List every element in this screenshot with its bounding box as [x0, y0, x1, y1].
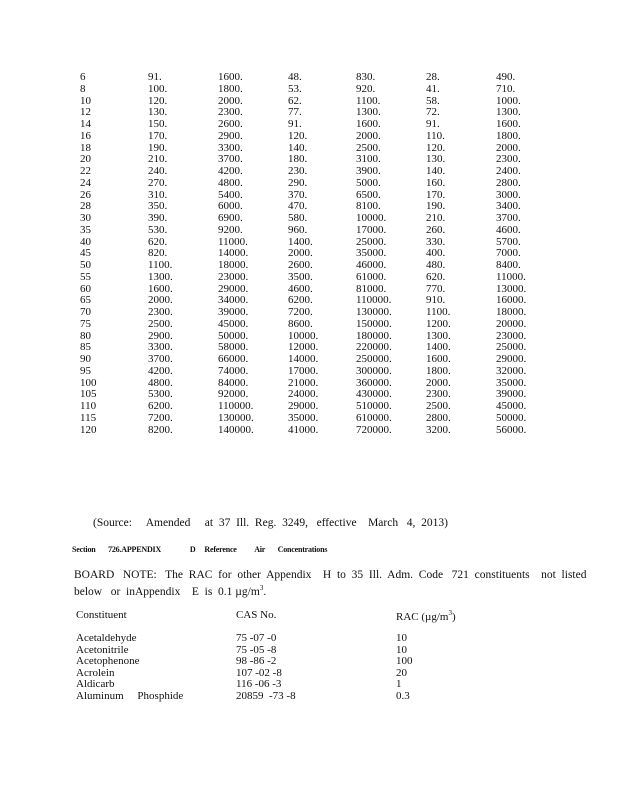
table-cell: 65	[80, 294, 91, 307]
table-cell: 620.	[148, 235, 168, 248]
table-cell: 14	[80, 118, 91, 130]
constituent-name: Aluminum Phosphide	[76, 689, 184, 702]
rac-value: 10	[396, 643, 407, 656]
table-cell: 14000.	[218, 247, 249, 260]
table-cell: 430000.	[356, 388, 392, 401]
table-cell: 140.	[426, 165, 446, 177]
table-cell: 2600.	[288, 259, 313, 271]
table-cell: 1600.	[356, 118, 381, 130]
table-cell: 170.	[426, 188, 446, 201]
table-cell: 7200.	[288, 306, 313, 318]
table-cell: 960.	[288, 223, 308, 236]
table-cell: 84000.	[218, 376, 249, 389]
table-cell: 1800.	[496, 129, 521, 142]
table-cell: 140.	[288, 141, 308, 154]
table-row	[0, 96, 618, 108]
table-cell: 55	[80, 270, 91, 283]
table-cell: 45000.	[496, 400, 527, 412]
table-cell: 7200.	[148, 411, 173, 424]
table-cell: 2900.	[218, 129, 243, 142]
table-cell: 610000.	[356, 411, 392, 424]
table-cell: 8200.	[148, 423, 173, 436]
table-cell: 90	[80, 353, 91, 365]
table-cell: 710.	[496, 82, 516, 95]
table-row	[0, 272, 618, 284]
table-cell: 130.	[426, 153, 446, 166]
table-cell: 6	[80, 71, 86, 83]
table-cell: 22	[80, 165, 91, 177]
table-cell: 330.	[426, 235, 446, 248]
table-cell: 3000.	[496, 188, 521, 201]
table-cell: 18000.	[496, 306, 527, 318]
table-cell: 21000.	[288, 376, 319, 389]
table-cell: 50	[80, 259, 91, 271]
table-cell: 110000.	[218, 400, 254, 412]
table-cell: 4600.	[496, 223, 521, 236]
table-row	[0, 260, 618, 272]
table-cell: 510000.	[356, 400, 392, 412]
table-cell: 50000.	[496, 411, 527, 424]
table-cell: 20	[80, 153, 91, 166]
table-cell: 120.	[288, 129, 308, 142]
table-row	[0, 154, 618, 166]
table-cell: 23000.	[496, 329, 527, 342]
table-cell: 53.	[288, 82, 302, 95]
table-cell: 17000.	[356, 223, 387, 236]
table-cell: 490.	[496, 71, 516, 83]
table-cell: 180.	[288, 153, 308, 166]
table-cell: 20000.	[496, 317, 527, 330]
table-cell: 620.	[426, 270, 446, 283]
section-heading: Section 726.APPENDIX D Reference Air Concentrations	[72, 545, 328, 554]
table-cell: 830.	[356, 71, 376, 83]
table-cell: 28.	[426, 71, 440, 83]
table-cell: 1100.	[356, 94, 381, 107]
table-cell: 770.	[426, 282, 446, 295]
table-cell: 2800.	[496, 176, 521, 189]
rac-value: 100	[396, 655, 413, 668]
table-row	[0, 131, 618, 143]
table-cell: 120.	[148, 94, 168, 107]
table-cell: 4800.	[218, 176, 243, 189]
table-row	[0, 401, 618, 413]
table-cell: 120.	[426, 141, 446, 154]
table-cell: 11000.	[496, 270, 526, 283]
table-cell: 3700.	[148, 353, 173, 365]
table-cell: 170.	[148, 129, 168, 142]
table-cell: 95	[80, 364, 91, 377]
table-cell: 1400.	[288, 235, 313, 248]
table-cell: 2600.	[218, 118, 243, 130]
table-cell: 18000.	[218, 259, 249, 271]
table-cell: 105	[80, 388, 97, 401]
table-cell: 72.	[426, 106, 440, 119]
table-cell: 29000.	[218, 282, 249, 295]
table-cell: 1600.	[218, 71, 243, 83]
table-cell: 39000.	[218, 306, 249, 318]
table-cell: 2000.	[288, 247, 313, 260]
table-cell: 720000.	[356, 423, 392, 436]
table-cell: 35	[80, 223, 91, 236]
constituent-name: Acetonitrile	[76, 643, 129, 656]
table-cell: 210.	[426, 212, 446, 224]
table-cell: 6200.	[288, 294, 313, 307]
table-cell: 470.	[288, 200, 308, 213]
table-cell: 25000.	[496, 341, 527, 354]
constituent-name: Aldicarb	[76, 678, 115, 691]
table-cell: 77.	[288, 106, 302, 119]
table-cell: 14000.	[288, 353, 319, 365]
table-cell: 6900.	[218, 212, 243, 224]
table-cell: 3200.	[426, 423, 451, 436]
constituent-row	[0, 691, 618, 703]
table-cell: 3300.	[218, 141, 243, 154]
table-cell: 2400.	[496, 165, 521, 177]
table-cell: 4200.	[218, 165, 243, 177]
table-row	[0, 319, 618, 331]
table-cell: 820.	[148, 247, 168, 260]
table-row	[0, 213, 618, 225]
rac-value: 1	[396, 678, 402, 691]
table-cell: 8	[80, 82, 86, 95]
table-cell: 29000.	[496, 353, 527, 365]
table-cell: 530.	[148, 223, 168, 236]
table-cell: 45	[80, 247, 91, 260]
table-cell: 74000.	[218, 364, 249, 377]
header-cas-no: CAS No.	[236, 609, 277, 621]
table-row	[0, 366, 618, 378]
table-row	[0, 201, 618, 213]
table-cell: 2300.	[426, 388, 451, 401]
table-cell: 2000.	[218, 94, 243, 107]
table-cell: 50000.	[218, 329, 249, 342]
table-cell: 1300.	[496, 106, 521, 119]
table-cell: 100.	[148, 82, 168, 95]
rac-value: 10	[396, 632, 407, 644]
table-cell: 1600.	[148, 282, 173, 295]
table-cell: 70	[80, 306, 91, 318]
table-cell: 130.	[148, 106, 168, 119]
table-cell: 115	[80, 411, 97, 424]
table-cell: 3700.	[496, 212, 521, 224]
table-cell: 13000.	[496, 282, 527, 295]
table-cell: 46000.	[356, 259, 387, 271]
table-cell: 400.	[426, 247, 446, 260]
table-cell: 8100.	[356, 200, 381, 213]
table-cell: 91.	[148, 71, 162, 83]
table-cell: 61000.	[356, 270, 387, 283]
table-cell: 9200.	[218, 223, 243, 236]
table-cell: 58000.	[218, 341, 249, 354]
table-cell: 3500.	[288, 270, 313, 283]
cas-number: 98 -86 -2	[236, 655, 277, 668]
table-cell: 12	[80, 106, 91, 119]
table-row	[0, 178, 618, 190]
table-row	[0, 425, 618, 437]
constituents-table	[0, 633, 618, 703]
table-cell: 40	[80, 235, 91, 248]
table-cell: 34000.	[218, 294, 249, 307]
source-note: (Source: Amended at 37 Ill. Reg. 3249, effective March 4, 2013)	[93, 517, 448, 529]
table-cell: 4600.	[288, 282, 313, 295]
table-cell: 10	[80, 94, 91, 107]
table-cell: 91.	[426, 118, 440, 130]
table-cell: 100	[80, 376, 97, 389]
table-cell: 150000.	[356, 317, 392, 330]
table-row	[0, 107, 618, 119]
constituent-name: Acetaldehyde	[76, 632, 137, 644]
table-cell: 580.	[288, 212, 308, 224]
table-cell: 5000.	[356, 176, 381, 189]
table-cell: 290.	[288, 176, 308, 189]
table-row	[0, 72, 618, 84]
table-cell: 35000.	[356, 247, 387, 260]
table-cell: 150.	[148, 118, 168, 130]
table-cell: 130000.	[356, 306, 392, 318]
table-cell: 6000.	[218, 200, 243, 213]
table-cell: 17000.	[288, 364, 319, 377]
table-cell: 2000.	[496, 141, 521, 154]
header-rac: RAC $(\mu g/m^3)$	[396, 609, 456, 623]
table-cell: 66000.	[218, 353, 249, 365]
table-row	[0, 143, 618, 155]
table-cell: 160.	[426, 176, 446, 189]
table-cell: 41000.	[288, 423, 319, 436]
table-cell: 91.	[288, 118, 302, 130]
table-cell: 300000.	[356, 364, 392, 377]
table-cell: 81000.	[356, 282, 387, 295]
table-cell: 390.	[148, 212, 168, 224]
table-cell: 2000.	[356, 129, 381, 142]
table-cell: 2000.	[148, 294, 173, 307]
table-cell: 26	[80, 188, 91, 201]
header-constituent: Constituent	[76, 609, 127, 621]
table-cell: 58.	[426, 94, 440, 107]
table-cell: 23000.	[218, 270, 249, 283]
table-cell: 10000.	[356, 212, 387, 224]
rac-value: 0.3	[396, 689, 410, 702]
table-cell: 4200.	[148, 364, 173, 377]
cas-number: 107 -02 -8	[236, 666, 282, 679]
table-row	[0, 84, 618, 96]
table-cell: 92000.	[218, 388, 249, 401]
table-cell: 1300.	[148, 270, 173, 283]
table-cell: 180000.	[356, 329, 392, 342]
table-cell: 3900.	[356, 165, 381, 177]
table-cell: 2500.	[356, 141, 381, 154]
table-cell: 370.	[288, 188, 308, 201]
table-cell: 35000.	[288, 411, 319, 424]
table-cell: 6200.	[148, 400, 173, 412]
table-cell: 270.	[148, 176, 168, 189]
table-cell: 8600.	[288, 317, 313, 330]
table-cell: 240.	[148, 165, 168, 177]
table-cell: 11000.	[218, 235, 248, 248]
table-cell: 24000.	[288, 388, 319, 401]
table-row	[0, 166, 618, 178]
constituent-name: Acrolein	[76, 666, 115, 679]
table-cell: 920.	[356, 82, 376, 95]
table-cell: 110.	[426, 129, 445, 142]
table-cell: 480.	[426, 259, 446, 271]
table-cell: 60	[80, 282, 91, 295]
table-cell: 1400.	[426, 341, 451, 354]
table-cell: 10000.	[288, 329, 319, 342]
table-cell: 80	[80, 329, 91, 342]
table-cell: 3400.	[496, 200, 521, 213]
table-cell: 29000.	[288, 400, 319, 412]
table-cell: 2300.	[496, 153, 521, 166]
table-cell: 1600.	[426, 353, 451, 365]
table-cell: 18	[80, 141, 91, 154]
table-cell: 210.	[148, 153, 168, 166]
table-cell: 2000.	[426, 376, 451, 389]
table-cell: 190.	[148, 141, 168, 154]
table-cell: 28	[80, 200, 91, 213]
table-cell: 910.	[426, 294, 446, 307]
table-cell: 130000.	[218, 411, 254, 424]
cas-number: 20859 -73 -8	[236, 689, 296, 702]
table-cell: 120	[80, 423, 97, 436]
table-cell: 4800.	[148, 376, 173, 389]
table-row	[0, 413, 618, 425]
table-row	[0, 190, 618, 202]
concentration-table	[0, 72, 618, 436]
table-cell: 7000.	[496, 247, 521, 260]
table-cell: 1000.	[496, 94, 521, 107]
constituent-row	[0, 633, 618, 645]
table-cell: 5300.	[148, 388, 173, 401]
board-note-line-1: BOARD NOTE: The RAC for other Appendix H to 35 Ill. Adm. Code 721 constituents not listed	[74, 569, 587, 581]
board-note-line-2: below or inAppendix E is 0.1 $\mu g/m^3$.	[74, 584, 267, 598]
table-cell: 32000.	[496, 364, 527, 377]
table-cell: 1100.	[426, 306, 451, 318]
constituent-name: Acetophenone	[76, 655, 140, 668]
table-cell: 260.	[426, 223, 446, 236]
table-cell: 190.	[426, 200, 446, 213]
table-cell: 16	[80, 129, 91, 142]
table-cell: 2500.	[148, 317, 173, 330]
table-cell: 220000.	[356, 341, 392, 354]
table-cell: 2800.	[426, 411, 451, 424]
table-cell: 56000.	[496, 423, 527, 436]
table-cell: 110	[80, 400, 97, 412]
table-row	[0, 225, 618, 237]
table-cell: 6500.	[356, 188, 381, 201]
table-cell: 39000.	[496, 388, 527, 401]
table-cell: 1200.	[426, 317, 451, 330]
table-cell: 35000.	[496, 376, 527, 389]
table-cell: 1300.	[356, 106, 381, 119]
table-cell: 30	[80, 212, 91, 224]
rac-value: 20	[396, 666, 407, 679]
table-cell: 45000.	[218, 317, 249, 330]
cas-number: 116 -06 -3	[236, 678, 282, 691]
table-cell: 230.	[288, 165, 308, 177]
table-cell: 2300.	[218, 106, 243, 119]
table-cell: 3300.	[148, 341, 173, 354]
table-cell: 2500.	[426, 400, 451, 412]
table-cell: 12000.	[288, 341, 319, 354]
table-cell: 62.	[288, 94, 302, 107]
table-cell: 2300.	[148, 306, 173, 318]
table-cell: 5400.	[218, 188, 243, 201]
table-row	[0, 307, 618, 319]
cas-number: 75 -05 -8	[236, 643, 277, 656]
table-cell: 1100.	[148, 259, 173, 271]
table-cell: 3700.	[218, 153, 243, 166]
table-cell: 1600.	[496, 118, 521, 130]
table-cell: 85	[80, 341, 91, 354]
table-cell: 8400.	[496, 259, 521, 271]
table-cell: 16000.	[496, 294, 527, 307]
cas-number: 75 -07 -0	[236, 632, 277, 644]
table-cell: 75	[80, 317, 91, 330]
table-cell: 360000.	[356, 376, 392, 389]
table-cell: 41.	[426, 82, 440, 95]
table-cell: 1800.	[218, 82, 243, 95]
table-cell: 350.	[148, 200, 168, 213]
table-cell: 310.	[148, 188, 168, 201]
table-cell: 3100.	[356, 153, 381, 166]
table-cell: 25000.	[356, 235, 387, 248]
table-cell: 1800.	[426, 364, 451, 377]
table-cell: 24	[80, 176, 91, 189]
table-cell: 140000.	[218, 423, 254, 436]
table-cell: 110000.	[356, 294, 392, 307]
table-cell: 2900.	[148, 329, 173, 342]
table-cell: 48.	[288, 71, 302, 83]
table-row	[0, 354, 618, 366]
table-cell: 5700.	[496, 235, 521, 248]
table-cell: 250000.	[356, 353, 392, 365]
table-cell: 1300.	[426, 329, 451, 342]
table-row	[0, 119, 618, 131]
